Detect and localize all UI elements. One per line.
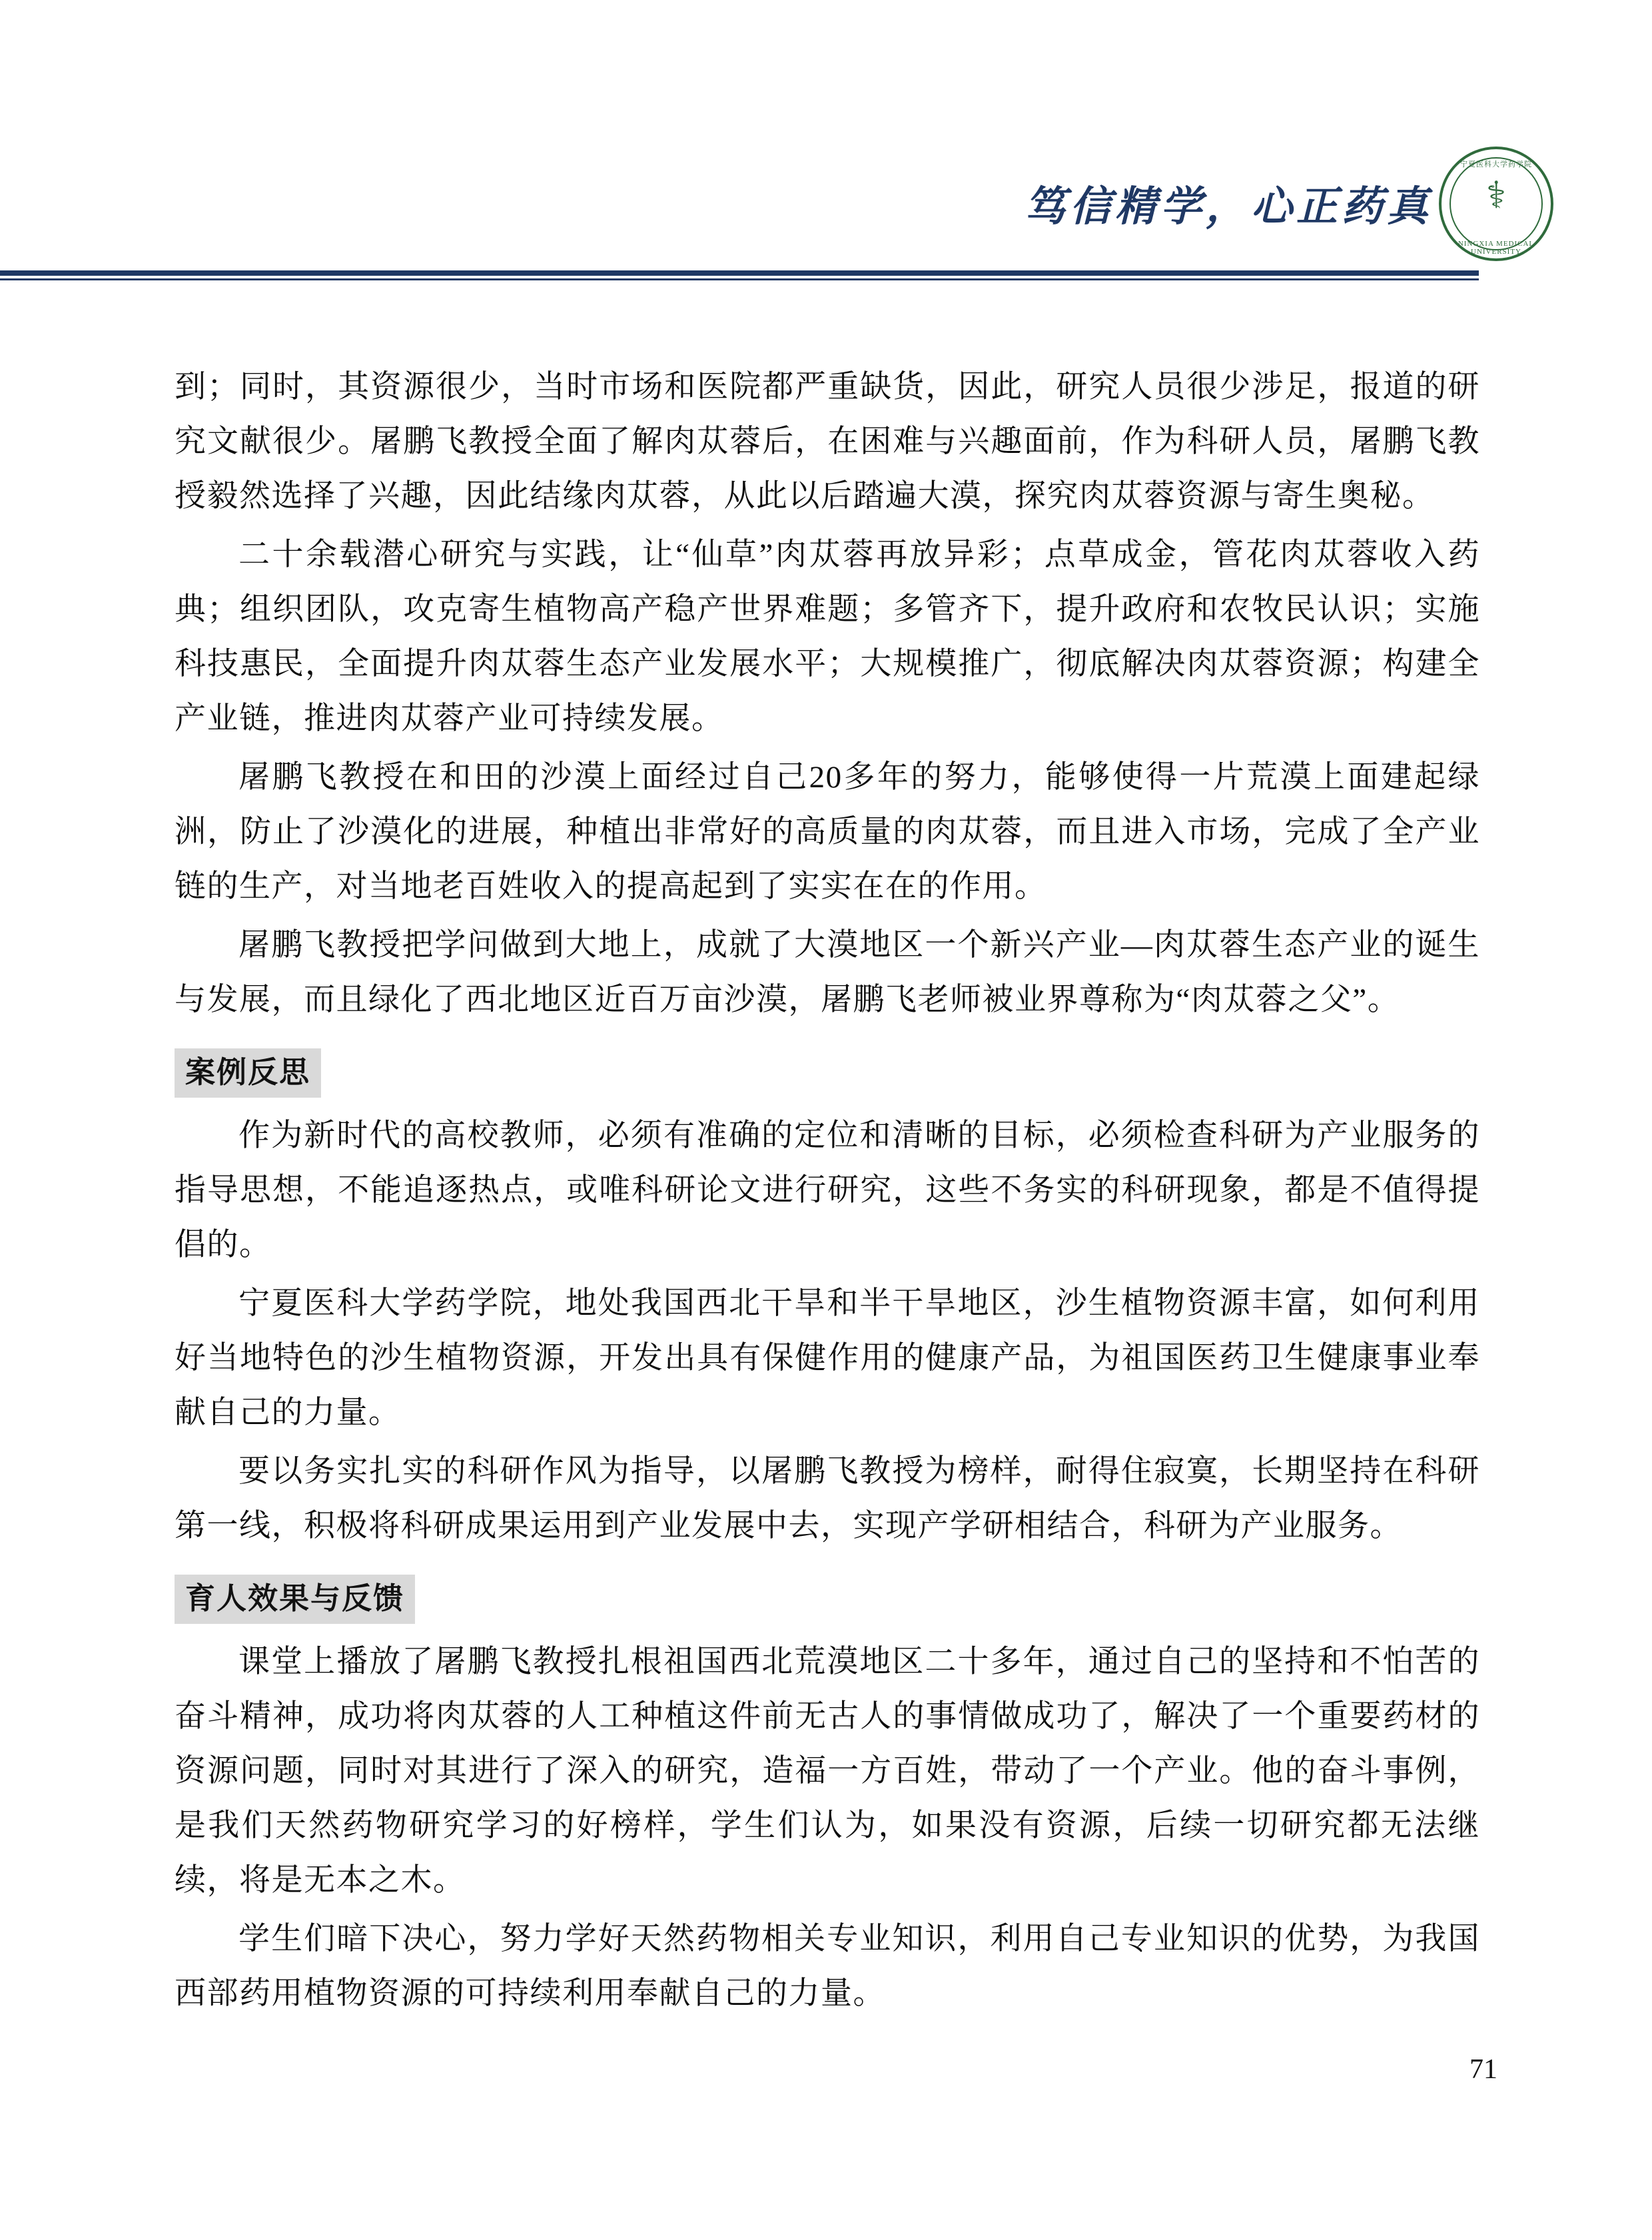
paragraph: 宁夏医科大学药学院，地处我国西北干旱和半干旱地区，沙生植物资源丰富，如何利用好当地特色的沙生植物资源，开发出具有保健作用的健康产品，为祖国医药卫生健康事业奉献自己的力量。 (175, 1286, 1480, 1430)
paragraph: 作为新时代的高校教师，必须有准确的定位和清晰的目标，必须检查科研为产业服务的指导思想，不能追逐热点，或唯科研论文进行研究，这些不务实的科研现象，都是不值得提倡的。 (175, 1118, 1480, 1262)
page-header (0, 140, 1652, 293)
header-divider-thick (0, 270, 1479, 276)
header-divider-thin (0, 278, 1479, 280)
section-heading-case-reflection: 案例反思 (175, 1048, 321, 1098)
paragraph: 课堂上播放了屠鹏飞教授扎根祖国西北荒漠地区二十多年，通过自己的坚持和不怕苦的奋斗精神，成功将肉苁蓉的人工种植这件前无古人的事情做成功了，解决了一个重要药材的资源问题，同时对其进行了深入的研究，造福一方百姓，带动了一个产业。他的奋斗事例，是我们天然药物研究学习的好榜样，学生们认为，如果没有资源，后续一切研究都无法继续，将是无本之木。 (175, 1645, 1480, 1898)
seal-bottom-text: NINGXIA MEDICAL UNIVERSITY (1457, 240, 1535, 256)
paragraph: 二十余载潜心研究与实践，让“仙草”肉苁蓉再放异彩；点草成金，管花肉苁蓉收入药典；组织团队，攻克寄生植物高产稳产世界难题；多管齐下，提升政府和农牧民认识；实施科技惠民，全面提升肉苁蓉生态产业发展水平；大规模推广，彻底解决肉苁蓉资源；构建全产业链，推进肉苁蓉产业可持续发展。 (175, 538, 1480, 736)
paragraph: 到；同时，其资源很少，当时市场和医院都严重缺货，因此，研究人员很少涉足，报道的研究文献很少。屠鹏飞教授全面了解肉苁蓉后，在困难与兴趣面前，作为科研人员，屠鹏飞教授毅然选择了兴趣，因此结缘肉苁蓉，从此以后踏遍大漠，探究肉苁蓉资源与寄生奥秘。 (175, 370, 1480, 514)
section-heading-wrap (175, 1039, 1480, 1104)
university-seal-icon (1439, 147, 1559, 266)
paragraph: 屠鹏飞教授在和田的沙漠上面经过自己20多年的努力，能够使得一片荒漠上面建起绿洲，防止了沙漠化的进展，种植出非常好的高质量的肉苁蓉，而且进入市场，完成了全产业链的生产，对当地老百姓收入的提高起到了实实在在的作用。 (175, 760, 1480, 904)
section-heading-education-effect: 育人效果与反馈 (175, 1575, 415, 1624)
header-motto: 笃信精学，心正药真 (1024, 185, 1432, 230)
paragraph: 学生们暗下决心，努力学好天然药物相关专业知识，利用自己专业知识的优势，为我国西部药用植物资源的可持续利用奉献自己的力量。 (175, 1922, 1480, 2011)
paragraph: 屠鹏飞教授把学问做到大地上，成就了大漠地区一个新兴产业—肉苁蓉生态产业的诞生与发展，而且绿化了西北地区近百万亩沙漠，屠鹏飞老师被业界尊称为“肉苁蓉之父”。 (175, 928, 1480, 1017)
seal-mark-icon: ⚕ (1485, 174, 1507, 217)
section-heading-wrap (175, 1565, 1480, 1631)
page-number: 71 (1469, 2054, 1497, 2085)
seal-top-text: 宁夏医科大学药学院 (1460, 161, 1532, 169)
paragraph: 要以务实扎实的科研作风为指导，以屠鹏飞教授为榜样，耐得住寂寞，长期坚持在科研第一线，积极将科研成果运用到产业发展中去，实现产学研相结合，科研为产业服务。 (175, 1454, 1480, 1543)
page-content (175, 360, 1480, 2025)
